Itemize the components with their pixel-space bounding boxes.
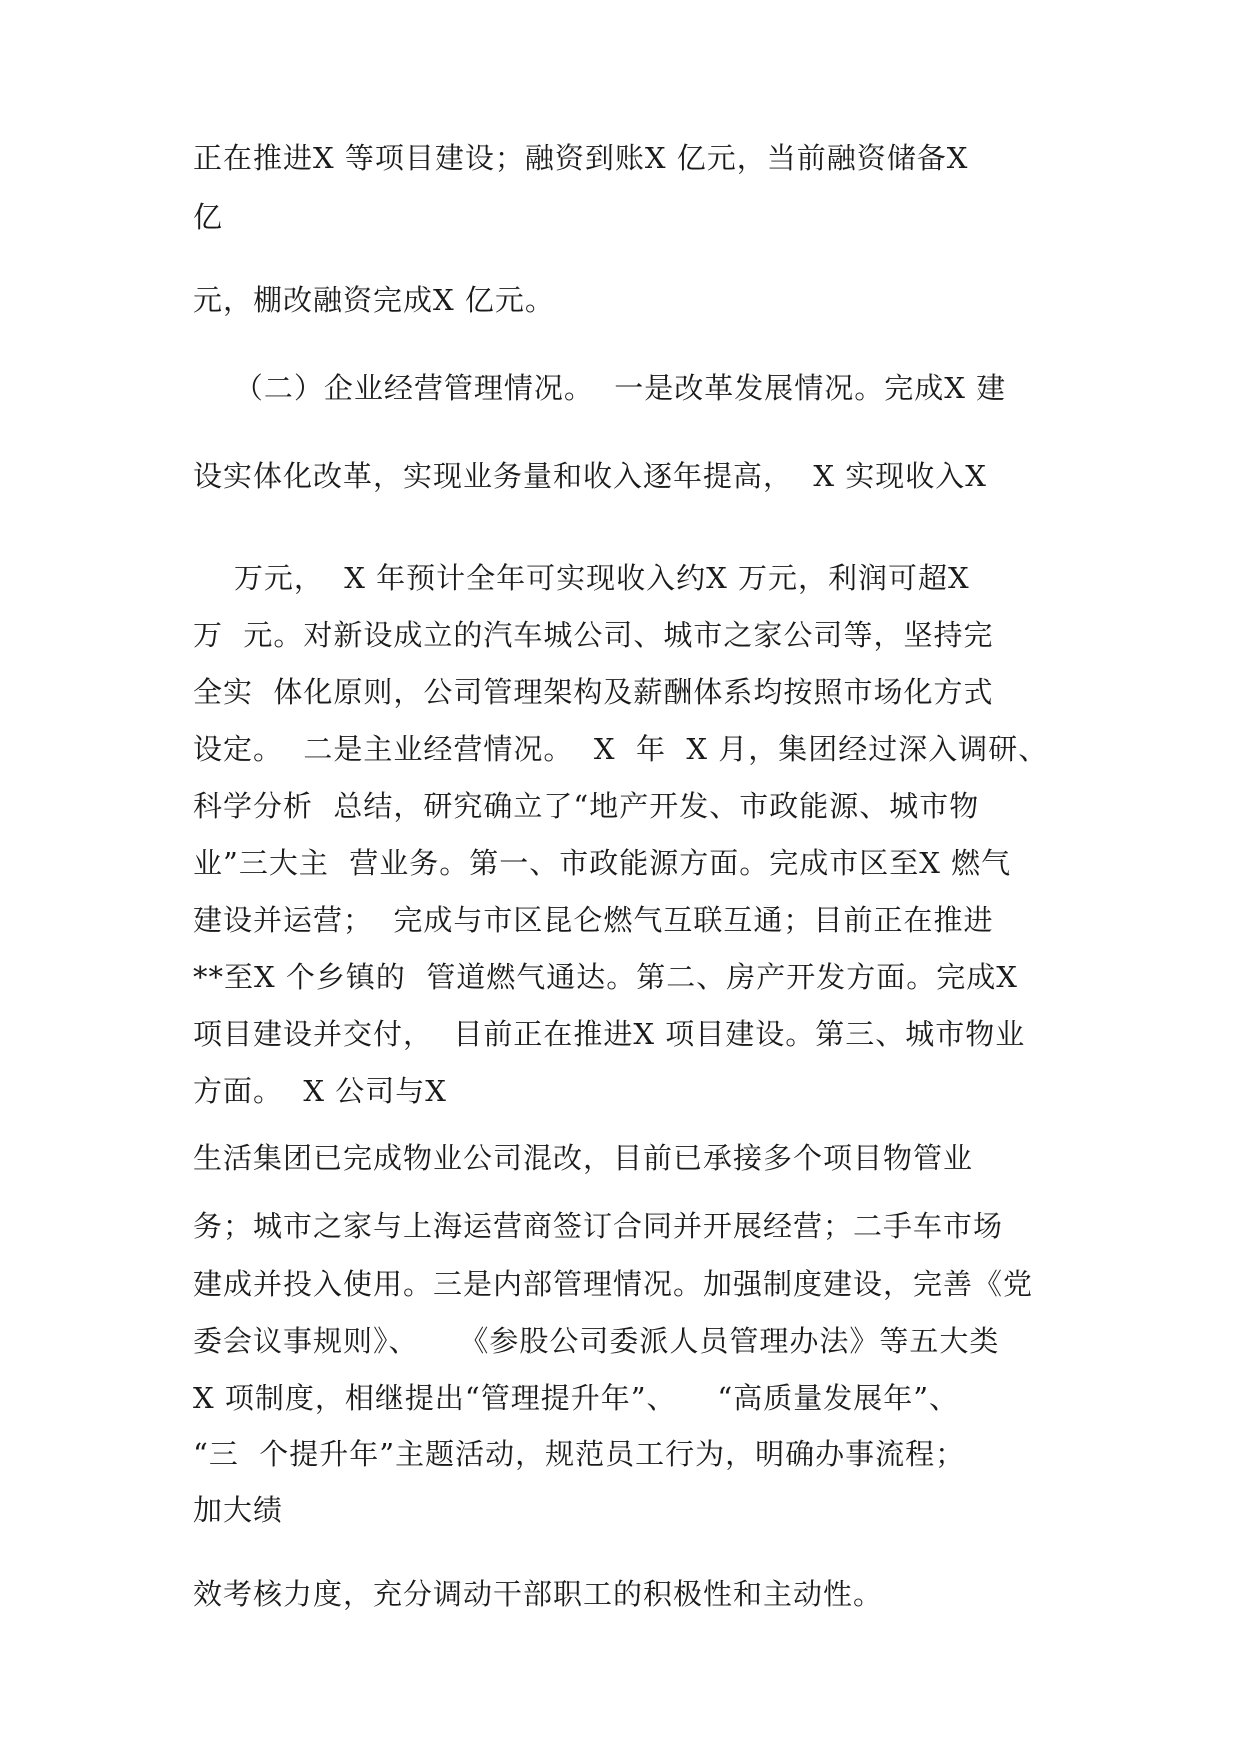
text-line: 万元， X 年预计全年可实现收入约X 万元，利润可超X [193, 561, 970, 595]
text-line: “三 个提升年”主题活动，规范员工行为，明确办事流程； [193, 1437, 966, 1471]
text-line: 正在推进X 等项目建设；融资到账X 亿元，当前融资储备X [193, 141, 969, 175]
text-line: 设定。 二是主业经营情况。 X 年 X 月，集团经过深入调研、 [193, 732, 1049, 766]
text-line: X 项制度，相继提出“管理提升年”、 “高质量发展年”、 [193, 1381, 960, 1415]
text-line: **至X 个乡镇的 管道燃气通达。第二、房产开发方面。完成X [193, 960, 1018, 994]
text-line: 建设并运营； 完成与市区昆仑燃气互联互通；目前正在推进 [193, 903, 994, 937]
text-line: 务；城市之家与上海运营商签订合同并开展经营；二手车市场 [193, 1209, 1004, 1243]
text-line: 业”三大主 营业务。第一、市政能源方面。完成市区至X 燃气 [193, 846, 1012, 880]
text-line: 设实体化改革，实现业务量和收入逐年提高， X 实现收入X [193, 459, 987, 493]
text-line: 全实 体化原则，公司管理架构及薪酬体系均按照市场化方式 [193, 675, 994, 709]
text-line: 万 元。对新设成立的汽车城公司、城市之家公司等，坚持完 [193, 618, 994, 652]
text-line: 方面。 X 公司与X [193, 1074, 447, 1108]
text-line: 效考核力度，充分调动干部职工的积极性和主动性。 [193, 1577, 884, 1611]
text-line: 建成并投入使用。三是内部管理情况。加强制度建设，完善《党 [193, 1267, 1034, 1301]
text-line: 元，棚改融资完成X 亿元。 [193, 283, 555, 317]
text-line: 加大绩 [193, 1493, 284, 1527]
text-line: 委会议事规则》、 《参股公司委派人员管理办法》等五大类 [193, 1324, 1000, 1358]
text-line: 生活集团已完成物业公司混改，目前已承接多个项目物管业 [193, 1141, 974, 1175]
text-line: 亿 [193, 200, 224, 234]
text-line: （二）企业经营管理情况。 一是改革发展情况。完成X 建 [193, 371, 1007, 405]
text-line: 科学分析 总结，研究确立了“地产开发、市政能源、城市物 [193, 789, 980, 823]
text-line: 项目建设并交付， 目前正在推进X 项目建设。第三、城市物业 [193, 1017, 1026, 1051]
